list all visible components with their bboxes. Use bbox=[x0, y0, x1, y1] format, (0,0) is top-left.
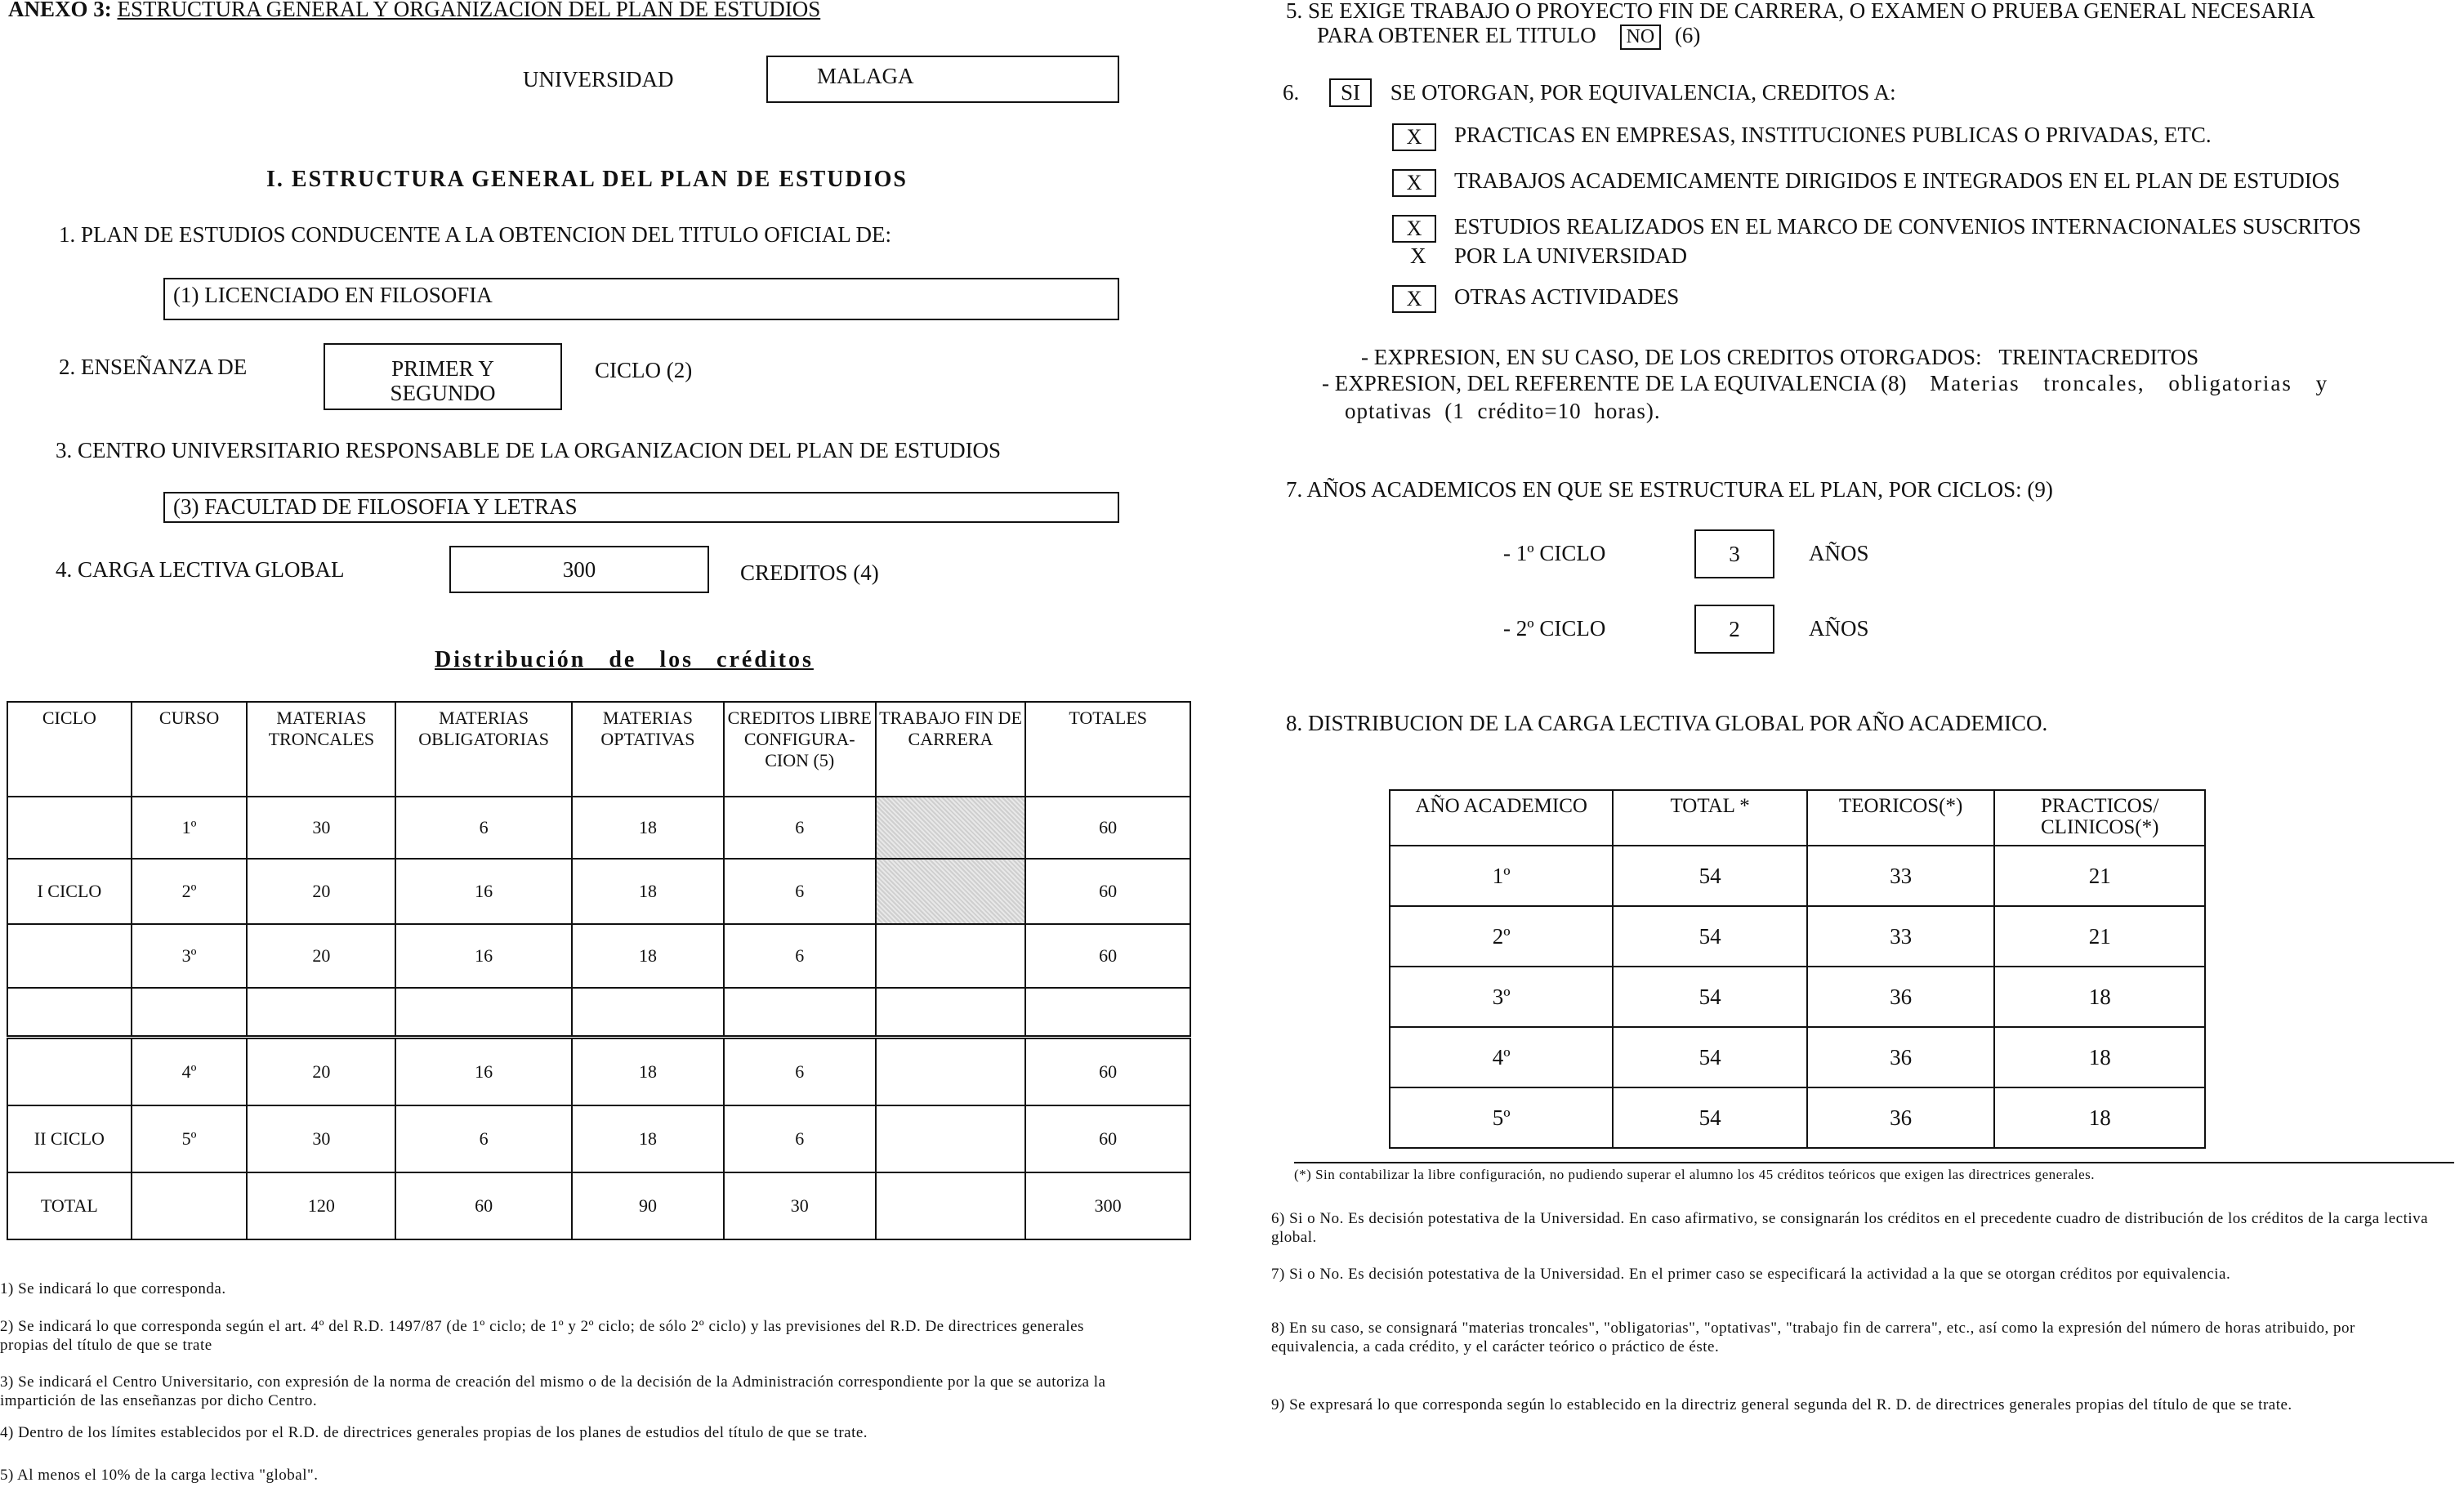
header-cell: CREDITOS LIBRE CONFIGURA- CION (5) bbox=[724, 702, 876, 797]
cell: 18 bbox=[1994, 1087, 2205, 1148]
cell: 16 bbox=[395, 859, 572, 924]
table-total-row bbox=[7, 1172, 1190, 1239]
header-cell: PRACTICOS/ CLINICOS(*) bbox=[1994, 790, 2205, 846]
cell: 30 bbox=[247, 1105, 395, 1172]
cell bbox=[7, 988, 132, 1037]
option-row bbox=[1392, 214, 2361, 243]
annex-heading bbox=[8, 0, 820, 22]
cell: 54 bbox=[1613, 846, 1806, 906]
table-row bbox=[1390, 1087, 2205, 1148]
option-row bbox=[1392, 284, 1679, 313]
cell: 18 bbox=[572, 859, 724, 924]
item1-field bbox=[163, 278, 1119, 320]
cell bbox=[572, 988, 724, 1037]
item2-suffix: CICLO (2) bbox=[595, 358, 693, 382]
cell: TOTAL bbox=[7, 1172, 132, 1239]
cycle2-value: 2 bbox=[1729, 616, 1740, 641]
header-cell: MATERIAS OBLIGATORIAS bbox=[395, 702, 572, 797]
cell: 2º bbox=[1390, 906, 1613, 967]
footnote-3: 3) Se indicará el Centro Universitario, con expresión de la norma de creación del mismo o de la decisión de la Administración correspondiente por la que se autoriza la impartición de las enseñanzas por dicho Centro. bbox=[0, 1373, 1106, 1409]
footnote-2: 2) Se indicará lo que corresponda según el art. 4º del R.D. 1497/87 (de 1º ciclo; de 1º y 2º ciclo; de sólo 2º ciclo) y las previsiones del R.D. De directrices generales propias del título de que se trate bbox=[0, 1318, 1084, 1354]
cell bbox=[876, 1105, 1026, 1172]
option-checkbox[interactable]: X bbox=[1392, 215, 1436, 243]
table-header-row bbox=[1390, 790, 2205, 846]
universidad-value: MALAGA bbox=[817, 64, 914, 88]
cell: 3º bbox=[132, 924, 248, 988]
option-label: OTRAS ACTIVIDADES bbox=[1454, 284, 1680, 309]
footnote-1: 1) Se indicará lo que corresponda. bbox=[0, 1280, 226, 1297]
table-row bbox=[7, 859, 1190, 924]
cell: 36 bbox=[1807, 967, 1995, 1027]
cell bbox=[876, 797, 1026, 859]
cell: 60 bbox=[1025, 1037, 1190, 1105]
header-cell: MATERIAS OPTATIVAS bbox=[572, 702, 724, 797]
table-row bbox=[7, 797, 1190, 859]
item5-label: PARA OBTENER EL TITULO bbox=[1317, 23, 1596, 47]
table-row bbox=[1390, 906, 2205, 967]
universidad-label: UNIVERSIDAD bbox=[523, 67, 674, 92]
yearly-load-table bbox=[1389, 789, 2206, 1149]
expression-referent bbox=[1322, 371, 2328, 396]
cell: I CICLO bbox=[7, 859, 132, 924]
cell: 18 bbox=[572, 1037, 724, 1105]
item6-label: SE OTORGAN, POR EQUIVALENCIA, CREDITOS A: bbox=[1390, 80, 1896, 105]
item6-heading bbox=[1283, 78, 1896, 107]
cell bbox=[7, 924, 132, 988]
header-cell: CICLO bbox=[7, 702, 132, 797]
cycle1-value: 3 bbox=[1729, 541, 1740, 566]
cell: 300 bbox=[1025, 1172, 1190, 1239]
distribution-title: Distribución de los créditos bbox=[435, 647, 814, 672]
cell: 3º bbox=[1390, 967, 1613, 1027]
footnote-6: 6) Si o No. Es decisión potestativa de la Universidad. En caso afirmativo, se consignarán los créditos en el precedente cuadro de distribución de los créditos de la carga lectiva global. bbox=[1271, 1210, 2429, 1246]
item6-number: 6. bbox=[1283, 80, 1300, 105]
cell: 18 bbox=[572, 924, 724, 988]
cell: 21 bbox=[1994, 846, 2205, 906]
header-cell: TOTAL * bbox=[1613, 790, 1806, 846]
footnote-9: 9) Se expresará lo que corresponda según lo establecido en la directriz general segunda del R. D. de directrices generales propias del título de que se trate. bbox=[1271, 1396, 2292, 1413]
cell: 18 bbox=[572, 1105, 724, 1172]
cell: 60 bbox=[1025, 1105, 1190, 1172]
universidad-field bbox=[766, 56, 1119, 103]
expression-referent-value: Materias troncales, obligatorias y bbox=[1930, 371, 2329, 395]
expression-credits-label: - EXPRESION, EN SU CASO, DE LOS CREDITOS OTORGADOS: bbox=[1361, 345, 1982, 369]
option-checkbox[interactable]: X bbox=[1392, 123, 1436, 151]
cycle1-field bbox=[1694, 529, 1774, 578]
cell bbox=[132, 988, 248, 1037]
annex-title: ESTRUCTURA GENERAL Y ORGANIZACION DEL PLAN DE ESTUDIOS bbox=[117, 0, 821, 21]
item7-label: 7. AÑOS ACADEMICOS EN QUE SE ESTRUCTURA EL PLAN, POR CICLOS: (9) bbox=[1286, 477, 2053, 502]
option-checkbox[interactable]: X bbox=[1392, 285, 1436, 313]
header-cell: TOTALES bbox=[1025, 702, 1190, 797]
cell bbox=[876, 1037, 1026, 1105]
section-title: I. ESTRUCTURA GENERAL DEL PLAN DE ESTUDIOS bbox=[266, 167, 908, 192]
cell: 18 bbox=[1994, 1027, 2205, 1087]
cell: 30 bbox=[247, 797, 395, 859]
footnote-4: 4) Dentro de los límites establecidos por el R.D. de directrices generales propias de los planes de estudios del título de que se trate. bbox=[0, 1424, 868, 1441]
cell: 54 bbox=[1613, 1087, 1806, 1148]
cell: 20 bbox=[247, 859, 395, 924]
cycle1-label: - 1º CICLO bbox=[1503, 541, 1606, 565]
cell bbox=[876, 924, 1026, 988]
option-extra-mark: X bbox=[1410, 243, 1426, 268]
item8-label: 8. DISTRIBUCION DE LA CARGA LECTIVA GLOBAL POR AÑO ACADEMICO. bbox=[1286, 711, 2048, 735]
cell: 20 bbox=[247, 924, 395, 988]
cell: 2º bbox=[132, 859, 248, 924]
option-label: PRACTICAS EN EMPRESAS, INSTITUCIONES PUBLICAS O PRIVADAS, ETC. bbox=[1454, 123, 2212, 147]
item6-value-box bbox=[1329, 78, 1372, 107]
cell bbox=[876, 988, 1026, 1037]
cell: 4º bbox=[1390, 1027, 1613, 1087]
cell: 120 bbox=[247, 1172, 395, 1239]
item2-field bbox=[324, 343, 562, 410]
item4-label: 4. CARGA LECTIVA GLOBAL bbox=[56, 557, 345, 582]
cell: 16 bbox=[395, 924, 572, 988]
cell: 36 bbox=[1807, 1087, 1995, 1148]
item4-suffix: CREDITOS (4) bbox=[740, 560, 879, 585]
item5-value: NO bbox=[1626, 26, 1655, 47]
expression-credits-value: TREINTACREDITOS bbox=[1998, 345, 2199, 369]
credits-distribution-table bbox=[7, 701, 1191, 1240]
item2-value-line1: PRIMER Y bbox=[391, 356, 494, 381]
cell bbox=[395, 988, 572, 1037]
cell bbox=[724, 988, 876, 1037]
cell bbox=[247, 988, 395, 1037]
option-label: TRABAJOS ACADEMICAMENTE DIRIGIDOS E INTEGRADOS EN EL PLAN DE ESTUDIOS bbox=[1454, 168, 2341, 193]
option-row bbox=[1392, 168, 2340, 197]
item3-label: 3. CENTRO UNIVERSITARIO RESPONSABLE DE LA ORGANIZACION DEL PLAN DE ESTUDIOS bbox=[56, 438, 1002, 462]
footnote-5: 5) Al menos el 10% de la carga lectiva "global". bbox=[0, 1467, 319, 1484]
table-row bbox=[7, 1037, 1190, 1105]
item5-value-box bbox=[1620, 25, 1662, 50]
cell: 6 bbox=[395, 1105, 572, 1172]
item3-field bbox=[163, 492, 1119, 523]
table-row bbox=[1390, 1027, 2205, 1087]
cycle2-field bbox=[1694, 605, 1774, 654]
table-row bbox=[7, 924, 1190, 988]
item1-value: (1) LICENCIADO EN FILOSOFIA bbox=[173, 283, 493, 307]
table-row bbox=[1390, 967, 2205, 1027]
cell: 21 bbox=[1994, 906, 2205, 967]
option-label: ESTUDIOS REALIZADOS EN EL MARCO DE CONVENIOS INTERNACIONALES SUSCRITOS bbox=[1454, 214, 2362, 239]
table-row bbox=[7, 1105, 1190, 1172]
item2-value-line2: SEGUNDO bbox=[390, 381, 496, 405]
cell: 54 bbox=[1613, 1027, 1806, 1087]
header-cell: AÑO ACADEMICO bbox=[1390, 790, 1613, 846]
cell bbox=[876, 859, 1026, 924]
cycle2-label: - 2º CICLO bbox=[1503, 616, 1606, 641]
item4-value: 300 bbox=[562, 556, 596, 582]
option-checkbox[interactable]: X bbox=[1392, 169, 1436, 197]
cell bbox=[7, 1037, 132, 1105]
cell: 60 bbox=[1025, 797, 1190, 859]
cell: 20 bbox=[247, 1037, 395, 1105]
table-row bbox=[7, 988, 1190, 1037]
cell: 16 bbox=[395, 1037, 572, 1105]
cell: 6 bbox=[724, 1037, 876, 1105]
cell: 6 bbox=[724, 1105, 876, 1172]
cell: 5º bbox=[132, 1105, 248, 1172]
cycle1-unit: AÑOS bbox=[1809, 541, 1869, 565]
star-note: (*) Sin contabilizar la libre configuración, no pudiendo superar el alumno los 45 créditos teóricos que exigen las directrices generales. bbox=[1294, 1162, 2454, 1184]
item6-value: SI bbox=[1341, 80, 1361, 105]
item5-line2 bbox=[1317, 23, 1700, 50]
option-row-continued bbox=[1410, 243, 1687, 269]
item4-field bbox=[449, 546, 709, 593]
header-cell: MATERIAS TRONCALES bbox=[247, 702, 395, 797]
expression-credits bbox=[1361, 345, 2198, 370]
cell bbox=[7, 797, 132, 859]
cell: 60 bbox=[1025, 859, 1190, 924]
cell: 1º bbox=[1390, 846, 1613, 906]
cell: 90 bbox=[572, 1172, 724, 1239]
header-cell: TEORICOS(*) bbox=[1807, 790, 1995, 846]
item5-note: (6) bbox=[1674, 23, 1701, 47]
cell: 54 bbox=[1613, 967, 1806, 1027]
cell bbox=[876, 1172, 1026, 1239]
item1-label: 1. PLAN DE ESTUDIOS CONDUCENTE A LA OBTENCION DEL TITULO OFICIAL DE: bbox=[59, 222, 891, 247]
expression-referent-label: - EXPRESION, DEL REFERENTE DE LA EQUIVALENCIA (8) bbox=[1322, 371, 1907, 395]
footnote-8: 8) En su caso, se consignará "materias troncales", "obligatorias", "optativas", "trabajo fin de carrera", etc., así como la expresión del número de horas atribuido, por equivalencia, a cada crédito, y el carácter teórico o práctico de éste. bbox=[1271, 1320, 2355, 1355]
option-row bbox=[1392, 123, 2212, 151]
cell: 5º bbox=[1390, 1087, 1613, 1148]
option-label-continued: POR LA UNIVERSIDAD bbox=[1454, 243, 1688, 268]
item2-label: 2. ENSEÑANZA DE bbox=[59, 355, 248, 379]
cell: 60 bbox=[395, 1172, 572, 1239]
cell: 4º bbox=[132, 1037, 248, 1105]
cell: 18 bbox=[572, 797, 724, 859]
cell: 54 bbox=[1613, 906, 1806, 967]
item5-line1: 5. SE EXIGE TRABAJO O PROYECTO FIN DE CARRERA, O EXAMEN O PRUEBA GENERAL NECESARIA bbox=[1286, 0, 2315, 23]
header-cell: TRABAJO FIN DE CARRERA bbox=[876, 702, 1026, 797]
cell: 6 bbox=[724, 924, 876, 988]
annex-prefix: ANEXO 3: bbox=[8, 0, 112, 21]
cell: II CICLO bbox=[7, 1105, 132, 1172]
table-row bbox=[1390, 846, 2205, 906]
cell: 33 bbox=[1807, 906, 1995, 967]
cell bbox=[1025, 988, 1190, 1037]
table-header-row bbox=[7, 702, 1190, 797]
footnote-7: 7) Si o No. Es decisión potestativa de la Universidad. En el primer caso se especificará la actividad a la que se otorgan créditos por equivalencia. bbox=[1271, 1266, 2231, 1283]
cell: 6 bbox=[724, 859, 876, 924]
cell: 60 bbox=[1025, 924, 1190, 988]
cell: 18 bbox=[1994, 967, 2205, 1027]
cell: 30 bbox=[724, 1172, 876, 1239]
cell: 36 bbox=[1807, 1027, 1995, 1087]
cell bbox=[132, 1172, 248, 1239]
item3-value: (3) FACULTAD DE FILOSOFIA Y LETRAS bbox=[173, 494, 578, 519]
cycle2-unit: AÑOS bbox=[1809, 616, 1869, 641]
header-cell: CURSO bbox=[132, 702, 248, 797]
cell: 1º bbox=[132, 797, 248, 859]
cell: 33 bbox=[1807, 846, 1995, 906]
expression-referent-continued: optativas (1 crédito=10 horas). bbox=[1345, 399, 1661, 423]
cell: 6 bbox=[724, 797, 876, 859]
cell: 6 bbox=[395, 797, 572, 859]
